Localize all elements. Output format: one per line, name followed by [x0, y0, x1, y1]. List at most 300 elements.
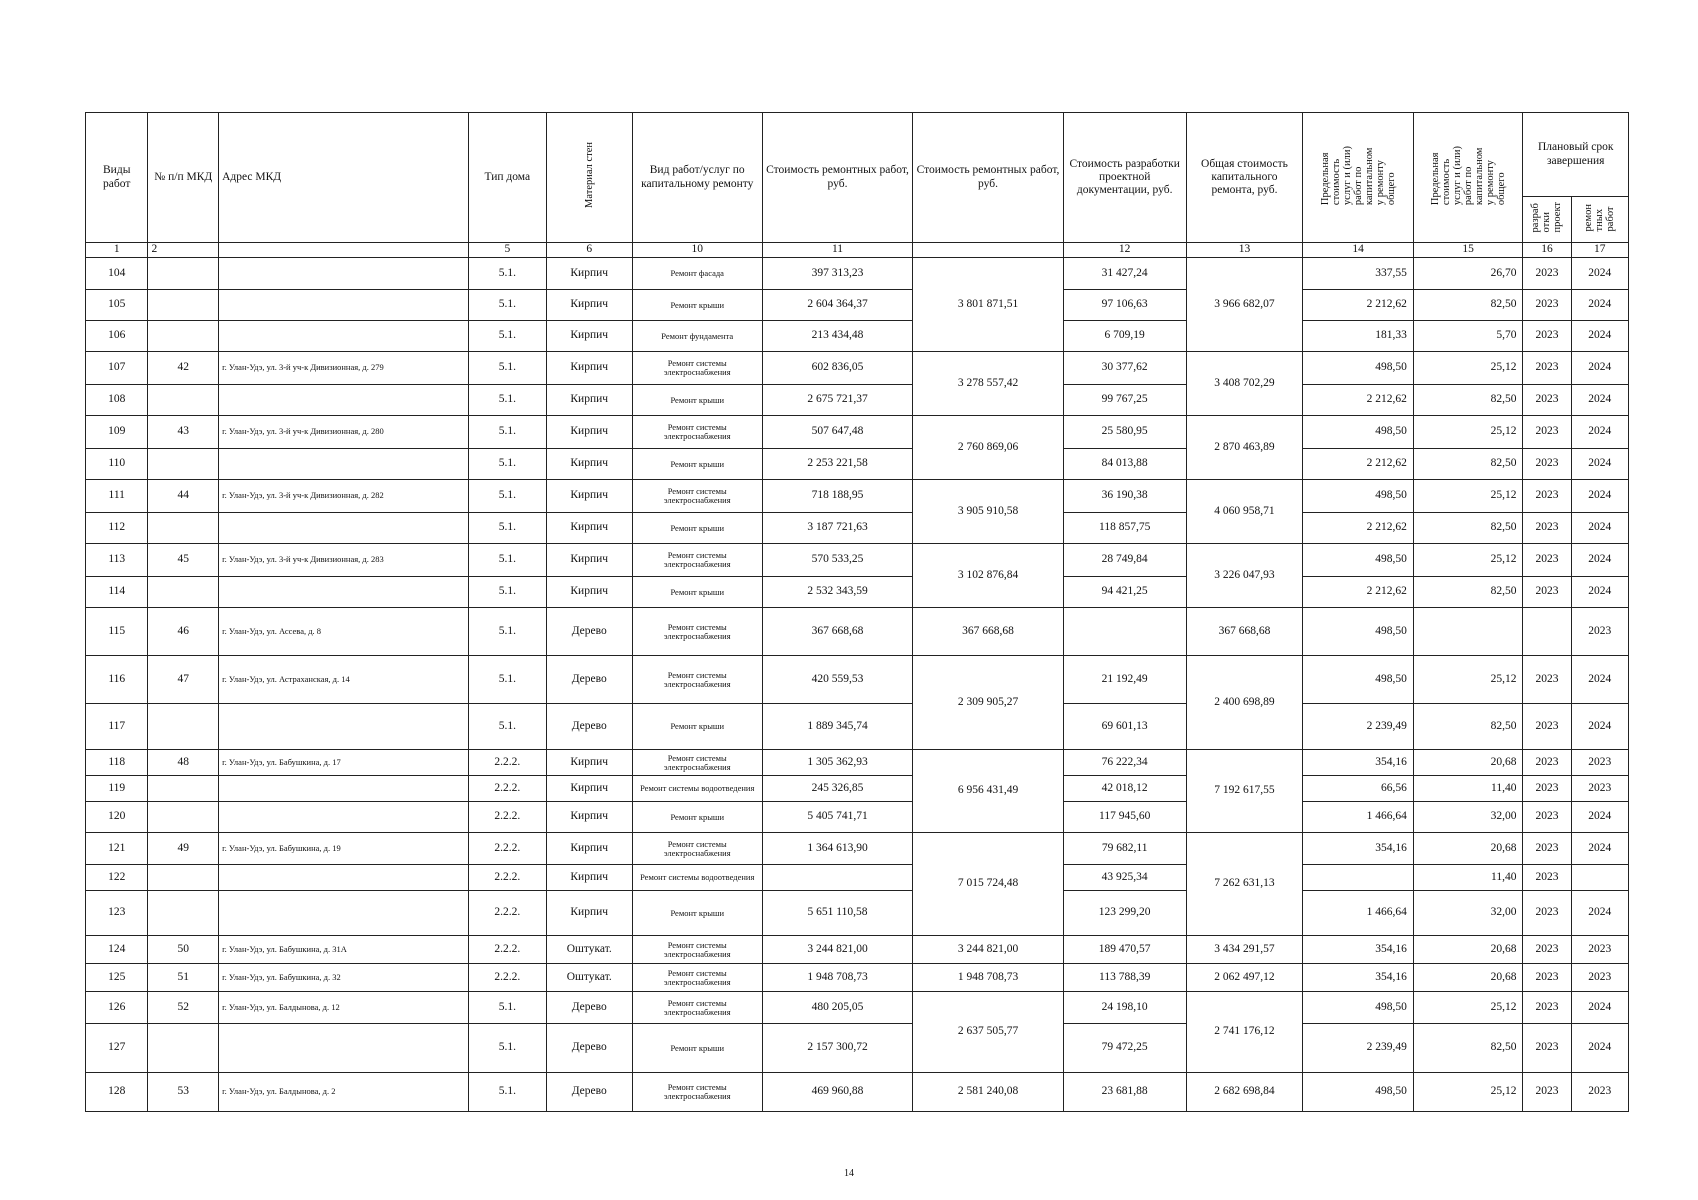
cell-address: г. Улан-Удэ, ул. Астраханская, д. 14: [219, 656, 469, 704]
table-row: [86, 449, 1629, 480]
cell-group-total: 2 062 497,12: [1186, 964, 1303, 992]
cell-row-id: 118: [86, 750, 148, 776]
cell-cost-design: 97 106,63: [1063, 290, 1186, 321]
cell-limit-2: 25,12: [1413, 992, 1523, 1024]
cell-limit-1: 498,50: [1303, 1073, 1414, 1112]
cell-address: г. Улан-Удэ, ул. Балдынова, д. 12: [219, 992, 469, 1024]
cell-limit-1: 498,50: [1303, 416, 1414, 449]
cell-group-sum: 6 956 431,49: [913, 750, 1064, 833]
cell-address: [219, 577, 469, 608]
cell-address: г. Улан-Удэ, ул. Ассева, д. 8: [219, 608, 469, 656]
table-row: [86, 704, 1629, 750]
cell-work-type: Ремонт фундамента: [632, 321, 762, 352]
cell-material: Дерево: [546, 704, 632, 750]
cell-plan-repair-year: 2024: [1571, 656, 1628, 704]
cell-material: Кирпич: [546, 802, 632, 833]
cell-mkd-number: [148, 321, 219, 352]
cell-house-type: 5.1.: [468, 577, 546, 608]
cell-row-id: 108: [86, 385, 148, 416]
cell-plan-repair-year: 2023: [1571, 964, 1628, 992]
cell-plan-repair-year: [1571, 865, 1628, 891]
table-row: [86, 992, 1629, 1024]
table-row: [86, 513, 1629, 544]
cell-plan-design-year: 2023: [1523, 964, 1571, 992]
cell-material: Дерево: [546, 1024, 632, 1073]
cell-material: Кирпич: [546, 577, 632, 608]
cell-address: г. Улан-Удэ, ул. 3-й уч-к Дивизионная, д. 280: [219, 416, 469, 449]
cell-cost-design: 117 945,60: [1063, 802, 1186, 833]
cell-cost-repair: 367 668,68: [762, 608, 913, 656]
cell-house-type: 5.1.: [468, 449, 546, 480]
col-number: 14: [1303, 243, 1414, 258]
cell-cost-repair: 2 157 300,72: [762, 1024, 913, 1073]
table-row: [86, 865, 1629, 891]
table-row: [86, 833, 1629, 865]
cell-cost-design: 118 857,75: [1063, 513, 1186, 544]
cell-house-type: 2.2.2.: [468, 964, 546, 992]
cell-plan-design-year: 2023: [1523, 1024, 1571, 1073]
cell-group-total: 3 434 291,57: [1186, 936, 1303, 964]
cell-group-sum: 3 905 910,58: [913, 480, 1064, 544]
cell-limit-1: 2 212,62: [1303, 290, 1414, 321]
cell-cost-repair: 2 675 721,37: [762, 385, 913, 416]
cell-cost-repair: 2 532 343,59: [762, 577, 913, 608]
cell-mkd-number: 46: [148, 608, 219, 656]
cell-work-type: Ремонт системы водоотведения: [632, 776, 762, 802]
col-number: 16: [1523, 243, 1571, 258]
cell-work-type: Ремонт системы электроснабжения: [632, 544, 762, 577]
cell-work-type: Ремонт системы электроснабжения: [632, 992, 762, 1024]
cell-limit-1: 337,55: [1303, 258, 1414, 290]
cell-mkd-number: [148, 577, 219, 608]
cell-plan-repair-year: 2023: [1571, 936, 1628, 964]
cell-plan-repair-year: 2024: [1571, 385, 1628, 416]
cell-cost-repair: 5 651 110,58: [762, 891, 913, 936]
cell-material: Кирпич: [546, 750, 632, 776]
cell-house-type: 2.2.2.: [468, 776, 546, 802]
cell-plan-design-year: 2023: [1523, 385, 1571, 416]
cell-mkd-number: [148, 865, 219, 891]
cell-mkd-number: [148, 704, 219, 750]
cell-address: [219, 449, 469, 480]
cell-limit-1: 354,16: [1303, 936, 1414, 964]
cell-cost-design: 123 299,20: [1063, 891, 1186, 936]
cell-limit-1: 2 212,62: [1303, 513, 1414, 544]
cell-limit-2: 82,50: [1413, 290, 1523, 321]
cell-cost-design: 30 377,62: [1063, 352, 1186, 385]
cell-limit-1: [1303, 865, 1414, 891]
cell-limit-1: 354,16: [1303, 750, 1414, 776]
col-number: 17: [1571, 243, 1628, 258]
cell-group-total: 3 966 682,07: [1186, 258, 1303, 352]
table-row: [86, 936, 1629, 964]
cell-material: Кирпич: [546, 544, 632, 577]
cell-plan-design-year: 2023: [1523, 290, 1571, 321]
cell-material: Кирпич: [546, 776, 632, 802]
cell-limit-1: 354,16: [1303, 964, 1414, 992]
cell-cost-design: 84 013,88: [1063, 449, 1186, 480]
cell-cost-design: 189 470,57: [1063, 936, 1186, 964]
cell-cost-design: [1063, 608, 1186, 656]
table-row: [86, 290, 1629, 321]
cell-limit-1: 498,50: [1303, 656, 1414, 704]
cell-group-sum: 367 668,68: [913, 608, 1064, 656]
cell-group-sum: 2 760 869,06: [913, 416, 1064, 480]
cell-cost-design: 24 198,10: [1063, 992, 1186, 1024]
cell-group-total: 367 668,68: [1186, 608, 1303, 656]
cell-group-sum: 1 948 708,73: [913, 964, 1064, 992]
cell-material: Кирпич: [546, 513, 632, 544]
cell-mkd-number: 47: [148, 656, 219, 704]
cell-work-type: Ремонт системы электроснабжения: [632, 608, 762, 656]
cell-limit-2: 20,68: [1413, 964, 1523, 992]
table-row: [86, 891, 1629, 936]
cell-plan-repair-year: 2024: [1571, 577, 1628, 608]
cell-address: г. Улан-Удэ, ул. Бабушкина, д. 17: [219, 750, 469, 776]
cell-limit-2: 25,12: [1413, 480, 1523, 513]
cell-work-type: Ремонт крыши: [632, 802, 762, 833]
cell-row-id: 106: [86, 321, 148, 352]
cell-house-type: 2.2.2.: [468, 750, 546, 776]
cell-limit-1: 1 466,64: [1303, 891, 1414, 936]
cell-material: Кирпич: [546, 385, 632, 416]
cell-mkd-number: [148, 449, 219, 480]
cell-work-type: Ремонт крыши: [632, 891, 762, 936]
cell-mkd-number: [148, 385, 219, 416]
cell-row-id: 115: [86, 608, 148, 656]
cell-work-type: Ремонт фасада: [632, 258, 762, 290]
cell-cost-design: 6 709,19: [1063, 321, 1186, 352]
header-material: Материал стен: [583, 142, 595, 209]
table-row: [86, 544, 1629, 577]
cell-material: Кирпич: [546, 321, 632, 352]
cell-mkd-number: [148, 776, 219, 802]
cell-plan-repair-year: 2023: [1571, 608, 1628, 656]
cell-plan-repair-year: 2024: [1571, 992, 1628, 1024]
cell-house-type: 5.1.: [468, 1024, 546, 1073]
cell-mkd-number: [148, 513, 219, 544]
cell-plan-repair-year: 2023: [1571, 750, 1628, 776]
cell-address: г. Улан-Удэ, ул. Бабушкина, д. 31А: [219, 936, 469, 964]
cell-limit-1: 498,50: [1303, 544, 1414, 577]
header-plan-design: разраб отки проект: [1530, 202, 1564, 233]
header-plan: Плановый срок завершения: [1523, 113, 1629, 197]
cell-work-type: Ремонт крыши: [632, 449, 762, 480]
header-house-type: Тип дома: [468, 113, 546, 243]
cell-work-type: Ремонт системы электроснабжения: [632, 750, 762, 776]
table-row: [86, 750, 1629, 776]
cell-house-type: 5.1.: [468, 544, 546, 577]
cell-limit-2: 82,50: [1413, 513, 1523, 544]
cell-row-id: 122: [86, 865, 148, 891]
cell-work-type: Ремонт крыши: [632, 577, 762, 608]
table-row: [86, 577, 1629, 608]
cell-plan-design-year: 2023: [1523, 480, 1571, 513]
cell-cost-repair: 1 305 362,93: [762, 750, 913, 776]
cell-cost-repair: 213 434,48: [762, 321, 913, 352]
cell-house-type: 5.1.: [468, 656, 546, 704]
cell-limit-1: 1 466,64: [1303, 802, 1414, 833]
cell-row-id: 124: [86, 936, 148, 964]
cell-house-type: 5.1.: [468, 290, 546, 321]
cell-row-id: 109: [86, 416, 148, 449]
cell-limit-2: 20,68: [1413, 936, 1523, 964]
cell-cost-repair: 3 187 721,63: [762, 513, 913, 544]
cell-limit-2: 11,40: [1413, 776, 1523, 802]
cell-plan-design-year: 2023: [1523, 865, 1571, 891]
cell-limit-2: 11,40: [1413, 865, 1523, 891]
cell-address: г. Улан-Удэ, ул. 3-й уч-к Дивизионная, д. 283: [219, 544, 469, 577]
cell-limit-1: 2 239,49: [1303, 1024, 1414, 1073]
cell-limit-2: 25,12: [1413, 416, 1523, 449]
cell-work-type: Ремонт системы электроснабжения: [632, 1073, 762, 1112]
cell-house-type: 2.2.2.: [468, 936, 546, 964]
cell-mkd-number: [148, 1024, 219, 1073]
cell-cost-repair: 1 948 708,73: [762, 964, 913, 992]
cell-mkd-number: 53: [148, 1073, 219, 1112]
cell-work-type: Ремонт крыши: [632, 290, 762, 321]
cell-address: [219, 865, 469, 891]
cell-house-type: 5.1.: [468, 416, 546, 449]
table-row: [86, 802, 1629, 833]
cell-row-id: 126: [86, 992, 148, 1024]
cell-mkd-number: 50: [148, 936, 219, 964]
cell-mkd-number: 44: [148, 480, 219, 513]
cell-work-type: Ремонт крыши: [632, 704, 762, 750]
cell-row-id: 121: [86, 833, 148, 865]
cell-cost-repair: 2 253 221,58: [762, 449, 913, 480]
cell-limit-1: 498,50: [1303, 352, 1414, 385]
cell-row-id: 104: [86, 258, 148, 290]
cell-mkd-number: 48: [148, 750, 219, 776]
cell-mkd-number: [148, 258, 219, 290]
cell-limit-2: 82,50: [1413, 704, 1523, 750]
cell-work-type: Ремонт системы электроснабжения: [632, 964, 762, 992]
cell-plan-repair-year: 2024: [1571, 290, 1628, 321]
cell-mkd-number: 42: [148, 352, 219, 385]
cell-group-total: 3 408 702,29: [1186, 352, 1303, 416]
cell-group-sum: 2 309 905,27: [913, 656, 1064, 750]
cell-limit-2: 5,70: [1413, 321, 1523, 352]
cell-address: г. Улан-Удэ, ул. 3-й уч-к Дивизионная, д. 282: [219, 480, 469, 513]
cell-cost-repair: 2 604 364,37: [762, 290, 913, 321]
cell-limit-1: 498,50: [1303, 992, 1414, 1024]
cell-house-type: 5.1.: [468, 608, 546, 656]
cell-house-type: 5.1.: [468, 480, 546, 513]
cell-house-type: 5.1.: [468, 352, 546, 385]
cell-work-type: Ремонт крыши: [632, 1024, 762, 1073]
header-nomer: № п/п МКД: [148, 113, 219, 243]
cell-cost-design: 23 681,88: [1063, 1073, 1186, 1112]
header-limit-2: Предельная стоимость услуг и (или) работ по капитальном у ремонту общего: [1429, 145, 1507, 205]
table-row: [86, 416, 1629, 449]
header-cost-design: Стоимость разработки проектной документации, руб.: [1063, 113, 1186, 243]
cell-address: [219, 802, 469, 833]
cell-material: Дерево: [546, 656, 632, 704]
cell-house-type: 5.1.: [468, 385, 546, 416]
cell-cost-design: 79 682,11: [1063, 833, 1186, 865]
cell-house-type: 5.1.: [468, 321, 546, 352]
cell-house-type: 2.2.2.: [468, 865, 546, 891]
cell-house-type: 5.1.: [468, 513, 546, 544]
cell-address: [219, 385, 469, 416]
cell-house-type: 2.2.2.: [468, 802, 546, 833]
cell-row-id: 112: [86, 513, 148, 544]
cell-address: [219, 891, 469, 936]
header-plan-repair: ремон тных работ: [1583, 203, 1617, 232]
cell-material: Кирпич: [546, 833, 632, 865]
cell-plan-design-year: 2023: [1523, 704, 1571, 750]
cell-plan-repair-year: 2024: [1571, 416, 1628, 449]
cell-row-id: 116: [86, 656, 148, 704]
cell-house-type: 5.1.: [468, 1073, 546, 1112]
cell-cost-design: 31 427,24: [1063, 258, 1186, 290]
cell-limit-1: 181,33: [1303, 321, 1414, 352]
cell-cost-design: 94 421,25: [1063, 577, 1186, 608]
cell-cost-repair: 718 188,95: [762, 480, 913, 513]
cell-plan-design-year: 2023: [1523, 449, 1571, 480]
col-number: 12: [1063, 243, 1186, 258]
cell-group-sum: 3 244 821,00: [913, 936, 1064, 964]
cell-cost-design: 69 601,13: [1063, 704, 1186, 750]
col-number: 11: [762, 243, 913, 258]
cell-address: г. Улан-Удэ, ул. Балдынова, д. 2: [219, 1073, 469, 1112]
cell-cost-design: 79 472,25: [1063, 1024, 1186, 1073]
cell-material: Оштукат.: [546, 936, 632, 964]
cell-group-total: 2 682 698,84: [1186, 1073, 1303, 1112]
cell-cost-repair: 1 889 345,74: [762, 704, 913, 750]
cell-plan-design-year: 2023: [1523, 258, 1571, 290]
cell-plan-repair-year: 2024: [1571, 321, 1628, 352]
cell-plan-design-year: [1523, 608, 1571, 656]
cell-cost-design: 76 222,34: [1063, 750, 1186, 776]
cell-plan-design-year: 2023: [1523, 776, 1571, 802]
cell-work-type: Ремонт системы электроснабжения: [632, 833, 762, 865]
col-number: 5: [468, 243, 546, 258]
cell-group-sum: 3 102 876,84: [913, 544, 1064, 608]
cell-cost-design: 42 018,12: [1063, 776, 1186, 802]
cell-cost-repair: 480 205,05: [762, 992, 913, 1024]
cell-address: [219, 258, 469, 290]
cell-plan-design-year: 2023: [1523, 352, 1571, 385]
cell-row-id: 110: [86, 449, 148, 480]
cell-plan-design-year: 2023: [1523, 321, 1571, 352]
cell-limit-1: 66,56: [1303, 776, 1414, 802]
cell-house-type: 5.1.: [468, 258, 546, 290]
cell-plan-design-year: 2023: [1523, 416, 1571, 449]
cell-work-type: Ремонт системы водоотведения: [632, 865, 762, 891]
cell-mkd-number: 51: [148, 964, 219, 992]
cell-cost-design: 36 190,38: [1063, 480, 1186, 513]
cell-limit-2: 82,50: [1413, 385, 1523, 416]
cell-cost-repair: [762, 865, 913, 891]
col-number: 13: [1186, 243, 1303, 258]
cell-material: Кирпич: [546, 891, 632, 936]
cell-material: Кирпич: [546, 449, 632, 480]
cell-address: [219, 776, 469, 802]
cell-row-id: 107: [86, 352, 148, 385]
cell-plan-design-year: 2023: [1523, 513, 1571, 544]
cell-house-type: 5.1.: [468, 704, 546, 750]
cell-row-id: 125: [86, 964, 148, 992]
cell-group-total: 2 741 176,12: [1186, 992, 1303, 1073]
cell-cost-repair: 397 313,23: [762, 258, 913, 290]
cell-material: Оштукат.: [546, 964, 632, 992]
header-vidy: Виды работ: [86, 113, 148, 243]
cell-group-sum: 3 278 557,42: [913, 352, 1064, 416]
cell-limit-2: 20,68: [1413, 833, 1523, 865]
col-number: 6: [546, 243, 632, 258]
cell-material: Кирпич: [546, 352, 632, 385]
cell-work-type: Ремонт системы электроснабжения: [632, 480, 762, 513]
table-row: [86, 964, 1629, 992]
cell-mkd-number: [148, 891, 219, 936]
cell-plan-design-year: 2023: [1523, 1073, 1571, 1112]
cell-work-type: Ремонт системы электроснабжения: [632, 656, 762, 704]
cell-material: Дерево: [546, 992, 632, 1024]
cell-work-type: Ремонт крыши: [632, 385, 762, 416]
header-cost-repair-2: Стоимость ремонтных работ, руб.: [913, 113, 1064, 243]
table-row: [86, 608, 1629, 656]
cell-plan-repair-year: 2023: [1571, 1073, 1628, 1112]
cell-limit-2: 82,50: [1413, 449, 1523, 480]
cell-group-sum: 2 637 505,77: [913, 992, 1064, 1073]
cell-plan-design-year: 2023: [1523, 656, 1571, 704]
cell-material: Кирпич: [546, 258, 632, 290]
cell-cost-repair: 245 326,85: [762, 776, 913, 802]
cell-cost-repair: 3 244 821,00: [762, 936, 913, 964]
cell-limit-1: 2 239,49: [1303, 704, 1414, 750]
cell-plan-repair-year: 2024: [1571, 449, 1628, 480]
table-row: [86, 480, 1629, 513]
cell-cost-design: 28 749,84: [1063, 544, 1186, 577]
capital-repair-table: [85, 112, 1629, 1112]
table-row: [86, 321, 1629, 352]
cell-plan-repair-year: 2024: [1571, 891, 1628, 936]
col-number: 1: [86, 243, 148, 258]
cell-mkd-number: 43: [148, 416, 219, 449]
cell-limit-2: 82,50: [1413, 577, 1523, 608]
cell-cost-repair: 602 836,05: [762, 352, 913, 385]
cell-limit-2: 26,70: [1413, 258, 1523, 290]
cell-limit-2: 32,00: [1413, 891, 1523, 936]
cell-house-type: 5.1.: [468, 992, 546, 1024]
table-row: [86, 352, 1629, 385]
col-number: 15: [1413, 243, 1523, 258]
cell-limit-2: 20,68: [1413, 750, 1523, 776]
cell-mkd-number: 52: [148, 992, 219, 1024]
cell-address: [219, 1024, 469, 1073]
cell-cost-design: 113 788,39: [1063, 964, 1186, 992]
table-row: [86, 656, 1629, 704]
cell-plan-design-year: 2023: [1523, 833, 1571, 865]
cell-row-id: 113: [86, 544, 148, 577]
table-row: [86, 258, 1629, 290]
cell-address: [219, 513, 469, 544]
cell-row-id: 117: [86, 704, 148, 750]
cell-address: г. Улан-Удэ, ул. Бабушкина, д. 32: [219, 964, 469, 992]
cell-limit-1: 2 212,62: [1303, 577, 1414, 608]
column-numbers-row: [86, 243, 1629, 258]
cell-limit-1: 498,50: [1303, 608, 1414, 656]
cell-plan-design-year: 2023: [1523, 992, 1571, 1024]
cell-group-total: 3 226 047,93: [1186, 544, 1303, 608]
table-row: [86, 776, 1629, 802]
cell-plan-design-year: 2023: [1523, 891, 1571, 936]
header-cost-total: Общая стоимость капитального ремонта, руб.: [1186, 113, 1303, 243]
cell-material: Дерево: [546, 1073, 632, 1112]
cell-plan-repair-year: 2024: [1571, 802, 1628, 833]
